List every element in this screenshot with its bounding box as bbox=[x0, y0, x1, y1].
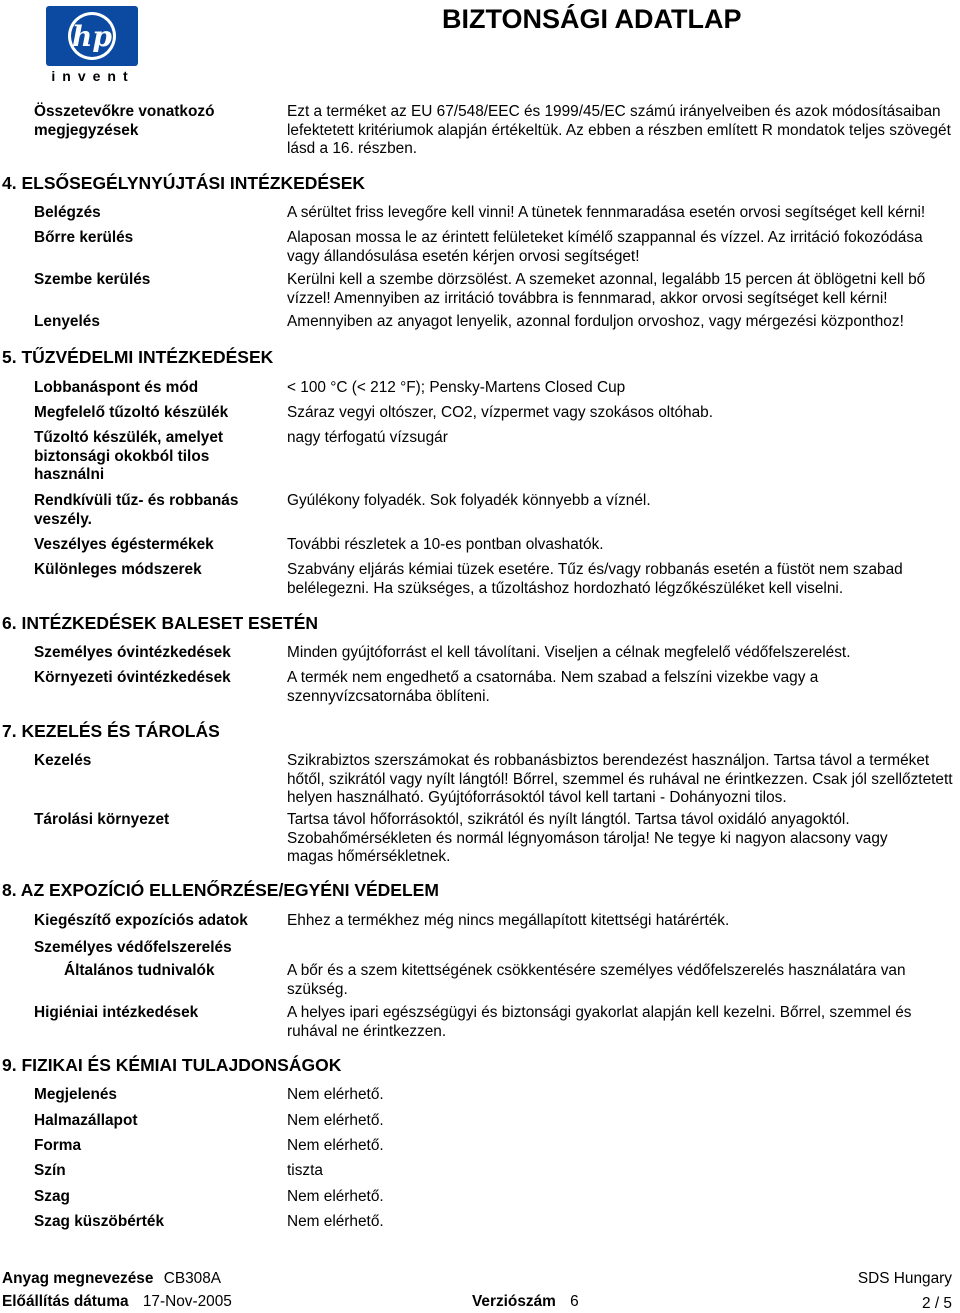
section-7-title: 7. KEZELÉS ÉS TÁROLÁS bbox=[2, 721, 220, 741]
section-5-title: 5. TŰZVÉDELMI INTÉZKEDÉSEK bbox=[2, 347, 274, 367]
section-4-title: 4. ELSŐSEGÉLYNYÚJTÁSI INTÉZKEDÉSEK bbox=[2, 173, 366, 193]
field-value: Nem elérhető. bbox=[287, 1112, 384, 1129]
field-label: Lobbanáspont és mód bbox=[34, 379, 199, 396]
field-value: További részletek a 10-es pontban olvashatók. bbox=[287, 536, 604, 553]
field-value: A termék nem engedhető a csatornába. Nem szabad a felszíni vizekbe vagy a szennyvízcsatornába öblíteni. bbox=[287, 669, 819, 705]
field-label: Kezelés bbox=[34, 752, 92, 769]
field-label: Belégzés bbox=[34, 204, 101, 221]
field-value: A helyes ipari egészségügyi és biztonsági gyakorlat alapján kell kezelni. Bőrrel, szemmel és ruhával ne érintkezzen. bbox=[287, 1004, 912, 1040]
field-value: Ehhez a termékhez még nincs megállapított kitettségi határérték. bbox=[287, 912, 730, 929]
field-value: Nem elérhető. bbox=[287, 1137, 384, 1154]
field-label: Rendkívüli tűz- és robbanás veszély. bbox=[34, 492, 239, 528]
footer-version bbox=[472, 1293, 579, 1311]
field-value: Gyúlékony folyadék. Sok folyadék könnyebb a víznél. bbox=[287, 492, 651, 509]
section-8-title: 8. AZ EXPOZÍCIÓ ELLENŐRZÉSE/EGYÉNI VÉDELEM bbox=[2, 880, 439, 900]
field-value: < 100 °C (< 212 °F); Pensky-Martens Closed Cup bbox=[287, 379, 626, 396]
field-label: Lenyelés bbox=[34, 313, 100, 330]
field-value: Nem elérhető. bbox=[287, 1086, 384, 1103]
field-label: Különleges módszerek bbox=[34, 561, 202, 578]
field-value: tiszta bbox=[287, 1162, 323, 1179]
section-6-title: 6. INTÉZKEDÉSEK BALESET ESETÉN bbox=[2, 613, 319, 633]
intro-text: Ezt a terméket az EU 67/548/EEC és 1999/45/EC számú irányelveiben és azok módosításaiban lefektetett kritériumok alapján értékeltük. Az ebben a részben említett R mondatok teljes szövegét lásd a 16. részben. bbox=[287, 103, 951, 157]
field-label: Kiegészítő expozíciós adatok bbox=[34, 912, 248, 929]
field-label: Halmazállapot bbox=[34, 1112, 138, 1129]
field-label: Tárolási környezet bbox=[34, 811, 170, 828]
field-label: Szembe kerülés bbox=[34, 271, 151, 288]
logo-wordmark: invent bbox=[51, 68, 135, 84]
footer-date bbox=[2, 1293, 232, 1311]
footer-date-value: 17-Nov-2005 bbox=[142, 1293, 232, 1310]
svg-text:hp: hp bbox=[72, 20, 112, 53]
field-value: Minden gyújtóforrást el kell távolítani. Viseljen a célnak megfelelő védőfelszerelést. bbox=[287, 644, 851, 661]
field-label: Higiéniai intézkedések bbox=[34, 1004, 199, 1021]
field-label: Környezeti óvintézkedések bbox=[34, 669, 231, 686]
field-label: Általános tudnivalók bbox=[64, 962, 215, 979]
field-value: Száraz vegyi oltószer, CO2, vízpermet vagy szokásos oltóhab. bbox=[287, 404, 713, 421]
field-value: Kerülni kell a szembe dörzsölést. A szemeket azonnal, legalább 15 percen át öblögetni kell bő vízzel! Amennyiben az irritáció továbbra is fennmarad, akkor orvosi segítséget kell kérni! bbox=[287, 271, 926, 307]
field-label: Bőrre kerülés bbox=[34, 229, 134, 246]
field-label: Szín bbox=[34, 1162, 66, 1179]
page-number: 2 / 5 bbox=[922, 1295, 952, 1312]
field-label: Szag küszöbérték bbox=[34, 1213, 165, 1230]
footer-date-label: Előállítás dátuma bbox=[2, 1293, 129, 1310]
field-label: Veszélyes égéstermékek bbox=[34, 536, 214, 553]
footer-version-label: Verziószám bbox=[472, 1293, 556, 1310]
field-value: Nem elérhető. bbox=[287, 1213, 384, 1230]
field-label: Forma bbox=[34, 1137, 82, 1154]
footer-product-label: Anyag megnevezése bbox=[2, 1270, 154, 1287]
field-label: Megjelenés bbox=[34, 1086, 117, 1103]
footer-product bbox=[2, 1270, 221, 1288]
field-value: Alaposan mossa le az érintett felületeket kímélő szappannal és vízzel. Az irritáció fokozódása vagy állandósulása esetén kérjen orvosi segítséget! bbox=[287, 229, 923, 265]
field-value: Tartsa távol hőforrásoktól, szikrától és nyílt lángtól. Tartsa távol oxidáló anyagoktól. Szobahőmérsékleten és normál légnyomáson tárolja! Ne tegye ki nagyon alacsony vagy magas hőmérsékletnek. bbox=[287, 811, 888, 865]
field-label: Tűzoltó készülék, amelyet biztonsági okokból tilos használni bbox=[34, 429, 224, 483]
footer-region: SDS Hungary bbox=[857, 1270, 952, 1287]
hp-invent-logo bbox=[44, 6, 140, 86]
intro-label: Összetevőkre vonatkozó megjegyzések bbox=[34, 103, 215, 139]
field-value: A bőr és a szem kitettségének csökkentésére személyes védőfelszerelés használatára van szükség. bbox=[287, 962, 906, 998]
document-title: BIZTONSÁGI ADATLAP bbox=[442, 4, 742, 34]
footer-version-value: 6 bbox=[570, 1293, 579, 1310]
field-value: Szikrabiztos szerszámokat és robbanásbiztos berendezést használjon. Tartsa távol a terméket hőtől, szikrától vagy nyílt lángtól! Bőrrel, szemmel és ruhával ne érintkezzen. Csak jól szellőztetett helyen használható. Gyújtóforrásoktól távol kell tartani - Dohányozni tilos. bbox=[287, 752, 953, 806]
field-value: Szabvány eljárás kémiai tüzek esetére. Tűz és/vagy robbanás esetén a füstöt nem szabad belélegezni. Ha szükséges, a tűzoltáshoz hordozható légzőkészüléket kell viselni. bbox=[287, 561, 903, 597]
field-label: Megfelelő tűzoltó készülék bbox=[34, 404, 229, 421]
field-label: Szag bbox=[34, 1188, 70, 1205]
footer-product-value: CB308A bbox=[163, 1270, 222, 1287]
field-label: Személyes védőfelszerelés bbox=[34, 939, 232, 956]
field-value: nagy térfogatú vízsugár bbox=[287, 429, 448, 446]
field-value: A sérültet friss levegőre kell vinni! A tünetek fennmaradása esetén orvosi segítséget kell kérni! bbox=[287, 204, 926, 221]
field-label: Személyes óvintézkedések bbox=[34, 644, 231, 661]
section-9-title: 9. FIZIKAI ÉS KÉMIAI TULAJDONSÁGOK bbox=[2, 1055, 342, 1075]
field-value: Nem elérhető. bbox=[287, 1188, 384, 1205]
field-value: Amennyiben az anyagot lenyelik, azonnal forduljon orvoshoz, vagy mérgezési központhoz! bbox=[287, 313, 904, 330]
